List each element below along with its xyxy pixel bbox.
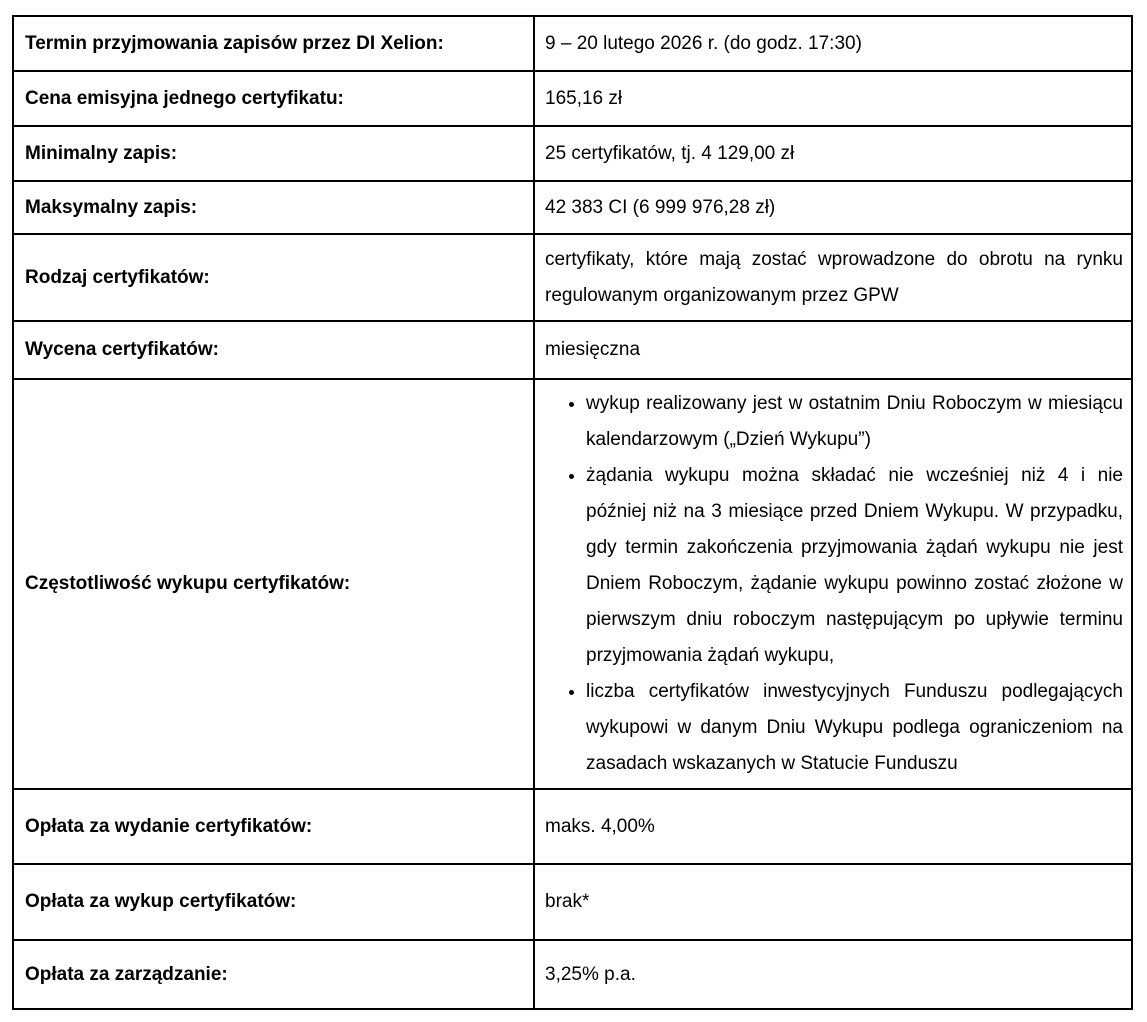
- row-value: 25 certyfikatów, tj. 4 129,00 zł: [534, 126, 1132, 181]
- row-value: maks. 4,00%: [534, 789, 1132, 864]
- table-row: [13, 181, 1132, 234]
- row-value: certyfikaty, które mają zostać wprowadzone do obrotu na rynku regulowanym organizowanym przez GPW: [534, 234, 1132, 321]
- table-row: [13, 126, 1132, 181]
- row-value: 42 383 CI (6 999 976,28 zł): [534, 181, 1132, 234]
- table-row: [13, 864, 1132, 940]
- row-label: Minimalny zapis:: [13, 126, 534, 181]
- row-value: miesięczna: [534, 321, 1132, 379]
- row-value: [534, 379, 1132, 789]
- row-label: Częstotliwość wykupu certyfikatów:: [13, 379, 534, 789]
- row-label: Rodzaj certyfikatów:: [13, 234, 534, 321]
- bullet-item: • wykup realizowany jest w ostatnim Dniu Roboczym w miesiącu kalendarzowym („Dzień Wykupu”): [586, 386, 1123, 458]
- table-row: [13, 379, 1132, 789]
- row-label: Termin przyjmowania zapisów przez DI Xelion:: [13, 16, 534, 71]
- table-row: [13, 321, 1132, 379]
- row-label: Opłata za wydanie certyfikatów:: [13, 789, 534, 864]
- table-row: [13, 234, 1132, 321]
- row-value: brak*: [534, 864, 1132, 940]
- row-value: 9 – 20 lutego 2026 r. (do godz. 17:30): [534, 16, 1132, 71]
- bullet-item: • liczba certyfikatów inwestycyjnych Funduszu podlegających wykupowi w danym Dniu Wykupu podlega ograniczeniom na zasadach wskazanych w Statucie Funduszu: [586, 674, 1123, 782]
- table-row: [13, 940, 1132, 1009]
- bullet-item: • żądania wykupu można składać nie wcześniej niż 4 i nie później niż na 3 miesiące przed Dniem Wykupu. W przypadku, gdy termin zakończenia przyjmowania żądań wykupu nie jest Dniem Roboczym, żądanie wykupu powinno zostać złożone w pierwszym dniu roboczym następującym po upływie terminu przyjmowania żądań wykupu,: [586, 458, 1123, 674]
- table-row: [13, 71, 1132, 126]
- row-value: 3,25% p.a.: [534, 940, 1132, 1009]
- row-label: Wycena certyfikatów:: [13, 321, 534, 379]
- row-label: Maksymalny zapis:: [13, 181, 534, 234]
- row-value: 165,16 zł: [534, 71, 1132, 126]
- table-row: [13, 789, 1132, 864]
- redemption-bullet-list: [545, 386, 1123, 782]
- row-label: Cena emisyjna jednego certyfikatu:: [13, 71, 534, 126]
- row-label: Opłata za zarządzanie:: [13, 940, 534, 1009]
- offer-terms-table: [12, 15, 1133, 1010]
- table-row: [13, 16, 1132, 71]
- row-label: Opłata za wykup certyfikatów:: [13, 864, 534, 940]
